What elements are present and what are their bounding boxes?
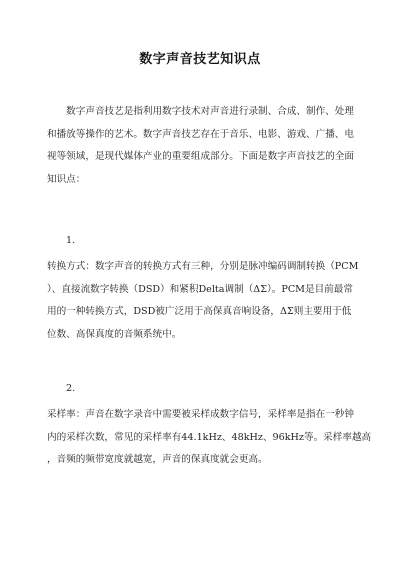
section-number: 1. [66,235,76,246]
section-line: ，音频的频带宽度就越宽，声音的保真度就会更高。 [47,454,268,465]
intro-paragraph [47,101,352,191]
section-paragraph [47,256,359,346]
section-line: 位数、高保真度的音频系统中。 [47,328,182,340]
section-line: 转换方式：数字声音的转换方式有三种，分别是脉冲编码调制转换（PCM [47,261,359,272]
section-line: 采样率：声音在数字录音中需要被采样成数字信号，采样率是指在一秒钟 [47,409,354,420]
section-line: 内的采样次数，常见的采样率有44.1kHz、48kHz、96kHz等。采样率越高 [47,431,372,443]
section-number: 2. [66,383,76,394]
intro-line: 视等领域，是现代媒体产业的重要组成部分。下面是数字声音技艺的全面 [47,151,354,162]
section-line: ）、直接流数字转换（DSD）和紧积Delta调制（ΔΣ）。PCM是目前最常 [47,283,353,295]
intro-line: 数字声音技艺是指利用数字技术对声音进行录制、合成、制作、处理 [47,106,354,117]
section-line: 用的一种转换方式，DSD被广泛用于高保真音响设备，ΔΣ则主要用于低 [47,306,352,317]
section-paragraph [47,404,372,472]
intro-line: 知识点： [47,173,86,185]
intro-line: 和播放等操作的艺术。数字声音技艺存在于音乐、电影、游戏、广播、电 [47,128,354,140]
document-title: 数字声音技艺知识点 [139,52,261,67]
